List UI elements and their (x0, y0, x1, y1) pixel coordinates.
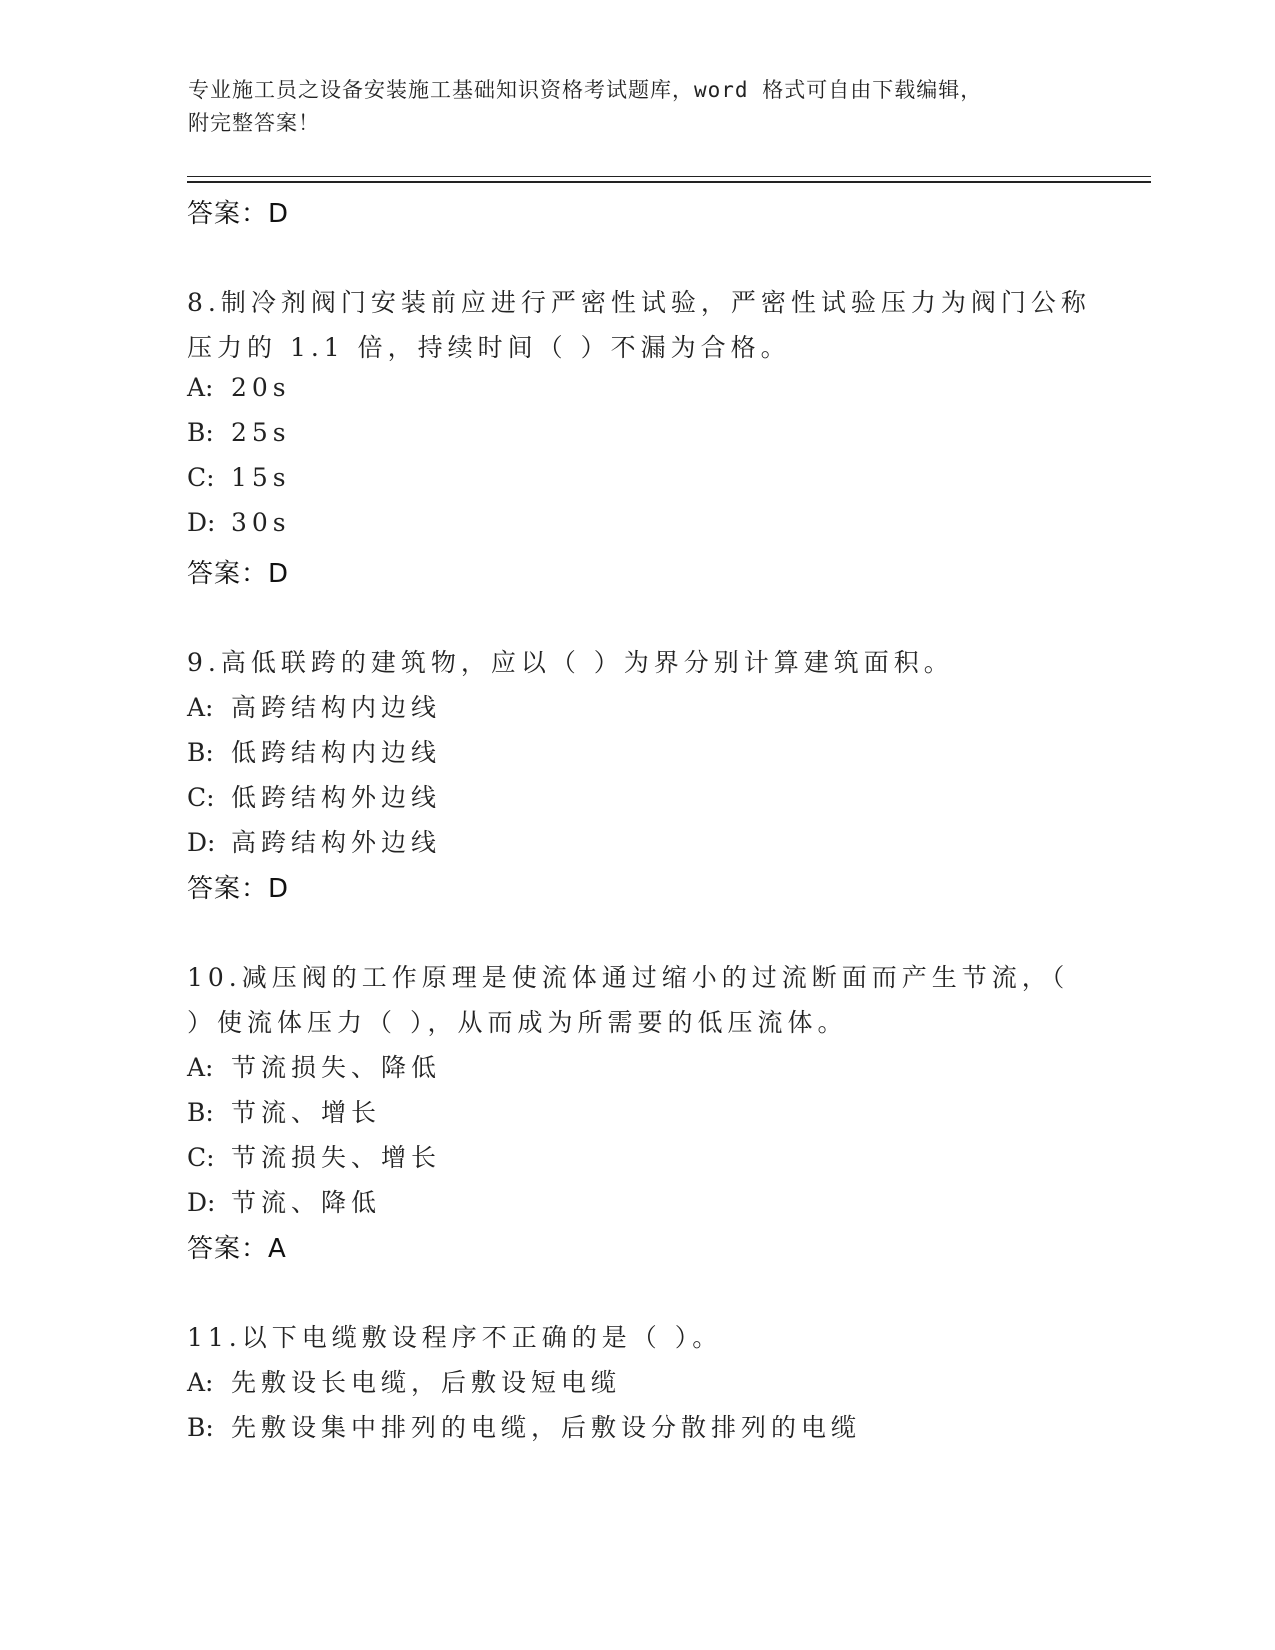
question-9-option-c (187, 778, 441, 814)
header-divider-thin (187, 176, 1151, 177)
option-label: B: (187, 1098, 214, 1127)
question-8-option-d (187, 508, 291, 537)
option-text: 节流、降低 (231, 1188, 382, 1217)
question-10-stem-line-2: ）使流体压力（ ），从而成为所需要的低压流体。 (187, 1008, 848, 1037)
document-header (188, 74, 1088, 140)
question-10-option-d (187, 1183, 381, 1219)
option-label: B: (187, 1413, 214, 1442)
question-10-option-b (187, 1093, 381, 1129)
option-text: 高跨结构外边线 (231, 828, 442, 857)
question-8-answer: 答案：D (187, 559, 290, 589)
question-10-stem-line-1: 10.减压阀的工作原理是使流体通过缩小的过流断面而产生节流，（ (187, 963, 1070, 992)
option-label: A: (187, 693, 214, 722)
option-text: 30s (231, 508, 291, 537)
option-label: A: (187, 1053, 214, 1082)
question-10-option-c (187, 1138, 441, 1174)
header-line-1: 专业施工员之设备安装施工基础知识资格考试题库，word 格式可自由下载编辑， (188, 78, 983, 102)
question-11-option-a (187, 1363, 621, 1399)
question-9-answer: 答案：D (187, 874, 290, 904)
option-text: 节流、增长 (231, 1098, 382, 1127)
option-text: 先敷设集中排列的电缆，后敷设分散排列的电缆 (231, 1413, 862, 1442)
question-11-option-b (187, 1408, 861, 1444)
question-8-stem-line-1: 8.制冷剂阀门安装前应进行严密性试验，严密性试验压力为阀门公称 (187, 288, 1091, 317)
previous-answer: 答案：D (187, 199, 290, 229)
question-10-answer: 答案：A (187, 1234, 287, 1264)
option-text: 先敷设长电缆，后敷设短电缆 (231, 1368, 622, 1397)
header-line-2: 附完整答案！ (188, 111, 320, 135)
option-label: B: (187, 418, 214, 447)
question-9-stem-line-1: 9.高低联跨的建筑物，应以（ ）为界分别计算建筑面积。 (187, 648, 954, 677)
option-label: C: (187, 1143, 215, 1172)
question-9-option-b (187, 733, 441, 769)
option-label: D: (187, 1188, 216, 1217)
option-label: A: (187, 373, 214, 402)
option-text: 节流损失、降低 (231, 1053, 442, 1082)
option-label: C: (187, 463, 215, 492)
option-label: D: (187, 508, 216, 537)
question-8-option-b (187, 418, 291, 447)
question-8-option-a (187, 373, 291, 402)
option-text: 高跨结构内边线 (231, 693, 442, 722)
option-text: 20s (231, 373, 291, 402)
question-9-option-a (187, 688, 441, 724)
option-text: 低跨结构内边线 (231, 738, 442, 767)
option-text: 25s (231, 418, 291, 447)
option-text: 15s (231, 463, 291, 492)
option-label: C: (187, 783, 215, 812)
option-text: 低跨结构外边线 (231, 783, 442, 812)
question-8-stem-line-2: 压力的 1.1 倍，持续时间（ ）不漏为合格。 (187, 333, 791, 362)
question-8-option-c (187, 463, 291, 492)
question-10-option-a (187, 1048, 441, 1084)
question-11-stem-line-1: 11.以下电缆敷设程序不正确的是（ ）。 (187, 1323, 723, 1352)
option-label: D: (187, 828, 216, 857)
option-label: B: (187, 738, 214, 767)
option-label: A: (187, 1368, 214, 1397)
header-divider-thick (187, 181, 1151, 183)
question-9-option-d (187, 823, 441, 859)
option-text: 节流损失、增长 (231, 1143, 442, 1172)
